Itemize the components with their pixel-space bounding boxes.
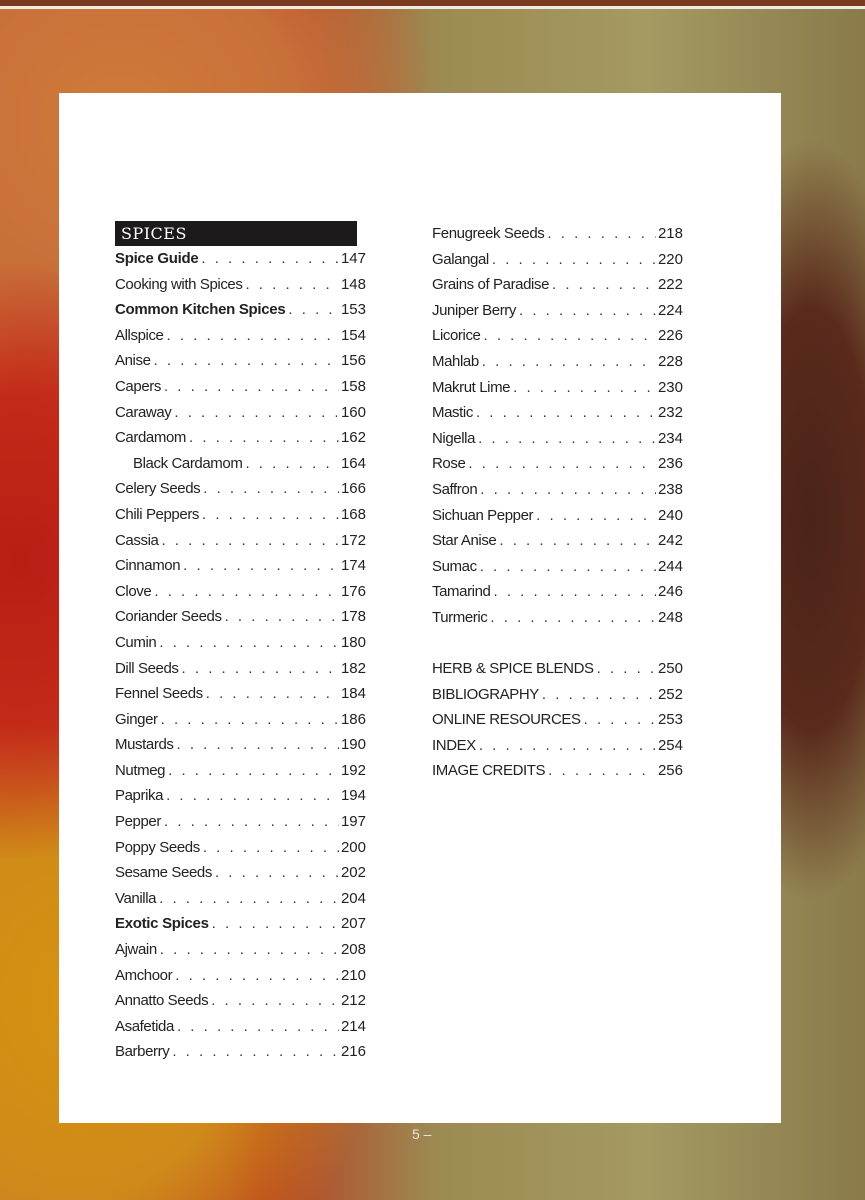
dot-leader (169, 1039, 339, 1065)
entry-page: 148 (340, 275, 366, 293)
entry-title: Grains of Paradise (432, 276, 550, 294)
entry-page: 186 (340, 710, 366, 728)
entry-page: 204 (340, 889, 366, 907)
entry-page: 240 (657, 506, 683, 524)
dot-leader (165, 758, 339, 784)
entry-title: Capers (115, 377, 161, 395)
toc-entry[interactable] (432, 579, 683, 605)
entry-page: 168 (340, 505, 366, 523)
dot-leader (161, 374, 339, 400)
toc-entry[interactable] (115, 323, 366, 349)
entry-page: 218 (657, 225, 683, 242)
entry-page: 252 (657, 685, 683, 703)
entry-page: 166 (340, 480, 366, 498)
dot-leader (545, 758, 656, 784)
dot-leader (198, 246, 339, 272)
toc-entry[interactable] (432, 451, 683, 477)
dot-leader (242, 272, 339, 298)
dot-leader (222, 604, 339, 630)
entry-title: Nutmeg (115, 761, 166, 779)
toc-entry[interactable] (115, 963, 366, 989)
entry-title: Mastic (432, 404, 473, 422)
entry-page: 236 (657, 455, 683, 473)
entry-title: Asafetida (115, 1017, 174, 1035)
entry-title: Ajwain (115, 941, 157, 959)
dot-leader (174, 732, 339, 758)
toc-entry[interactable] (115, 1014, 366, 1040)
entry-title: Vanilla (115, 889, 157, 907)
entry-page: 222 (657, 276, 683, 294)
entry-page: 224 (657, 301, 683, 319)
entry-title: Chili Peppers (115, 505, 200, 523)
dot-leader (581, 707, 656, 733)
toc-entry[interactable] (115, 860, 366, 886)
entry-title: Anise (115, 352, 151, 370)
dot-leader (594, 656, 656, 682)
entry-page: 246 (657, 583, 683, 601)
dot-leader (186, 425, 339, 451)
entry-page: 214 (340, 1017, 366, 1035)
toc-entry[interactable] (432, 426, 683, 452)
toc-entry[interactable] (115, 809, 366, 835)
entry-page: 212 (340, 992, 366, 1010)
entry-page: 182 (340, 659, 366, 677)
toc-entry[interactable] (115, 425, 366, 451)
entry-title: BIBLIOGRAPHY (432, 685, 539, 703)
entry-title: Sumac (432, 557, 477, 575)
entry-title: INDEX (432, 736, 476, 754)
entry-title: Cooking with Spices (115, 275, 243, 293)
toc-list-left (115, 246, 366, 1065)
entry-page: 228 (657, 352, 683, 370)
toc-entry[interactable] (115, 374, 366, 400)
entry-page: 158 (340, 377, 366, 395)
dot-leader (475, 426, 656, 452)
toc-entry[interactable] (115, 297, 366, 323)
entry-title: Ginger (115, 710, 158, 728)
dot-leader (209, 911, 339, 937)
entry-page: 244 (657, 557, 683, 575)
dot-leader (491, 579, 656, 605)
entry-page: 230 (657, 378, 683, 396)
toc-entry[interactable] (115, 348, 366, 374)
entry-page: 208 (340, 941, 366, 959)
entry-page: 147 (340, 250, 366, 267)
section-header: SPICES (115, 221, 357, 246)
entry-page: 202 (340, 864, 366, 882)
dot-leader (510, 375, 656, 401)
entry-page: 210 (340, 966, 366, 984)
dot-leader (544, 221, 656, 247)
entry-page: 200 (340, 838, 366, 856)
toc-entry[interactable] (115, 835, 366, 861)
toc-entry[interactable] (115, 553, 366, 579)
toc-entry[interactable] (432, 272, 683, 298)
toc-entry[interactable] (432, 605, 683, 631)
toc-entry[interactable] (432, 323, 683, 349)
entry-page: 190 (340, 736, 366, 754)
entry-page: 192 (340, 761, 366, 779)
toc-entry[interactable] (432, 298, 683, 324)
dot-leader (172, 963, 339, 989)
toc-entry[interactable] (115, 400, 366, 426)
entry-title: Cinnamon (115, 557, 181, 575)
entry-page: 160 (340, 403, 366, 421)
dot-leader (151, 348, 339, 374)
entry-title: Makrut Lime (432, 378, 511, 396)
dot-leader (158, 707, 339, 733)
entry-page: 232 (657, 404, 683, 422)
entry-title: Spice Guide (115, 250, 199, 267)
entry-page: 253 (657, 711, 683, 729)
dot-leader (489, 247, 656, 273)
entry-title: HERB & SPICE BLENDS (432, 660, 594, 678)
toc-entry[interactable] (115, 732, 366, 758)
entry-title: Sesame Seeds (115, 864, 212, 882)
toc-entry[interactable] (115, 246, 366, 272)
toc-entry[interactable] (115, 988, 366, 1014)
toc-entry[interactable] (432, 503, 683, 529)
top-border-light (0, 6, 865, 9)
toc-entry[interactable] (115, 579, 366, 605)
dot-leader (163, 783, 339, 809)
entry-page: 162 (340, 429, 366, 447)
entry-page: 197 (340, 813, 366, 831)
toc-entry[interactable] (115, 783, 366, 809)
entry-title: Juniper Berry (432, 301, 517, 319)
toc-page (59, 93, 781, 1123)
entry-page: 174 (340, 557, 366, 575)
entry-title: Rose (432, 455, 466, 473)
dot-leader (477, 554, 656, 580)
entry-title: Cumin (115, 633, 157, 651)
entry-title: Caraway (115, 403, 172, 421)
toc-entry[interactable] (115, 502, 366, 528)
toc-entry[interactable] (115, 707, 366, 733)
entry-title: Barberry (115, 1043, 170, 1061)
dot-leader (151, 579, 339, 605)
dot-leader (161, 809, 339, 835)
entry-page: 178 (340, 608, 366, 626)
toc-entry[interactable] (115, 681, 366, 707)
entry-page: 254 (657, 736, 683, 754)
toc-entry[interactable] (115, 630, 366, 656)
toc-entry[interactable] (115, 604, 366, 630)
entry-page: 242 (657, 532, 683, 550)
entry-title: Licorice (432, 327, 481, 345)
dot-leader (212, 860, 339, 886)
dot-leader (496, 528, 656, 554)
entry-page: 207 (340, 915, 366, 933)
toc-entry[interactable] (432, 349, 683, 375)
toc-entry[interactable] (432, 375, 683, 401)
entry-page: 250 (657, 660, 683, 678)
entry-title: Tamarind (432, 583, 491, 601)
entry-title: Saffron (432, 480, 478, 498)
toc-entry[interactable] (432, 528, 683, 554)
dot-leader (481, 323, 656, 349)
toc-entry[interactable] (115, 758, 366, 784)
entry-title: Mahlab (432, 352, 479, 370)
dot-leader (473, 400, 656, 426)
entry-title: Nigella (432, 429, 476, 447)
entry-title: Celery Seeds (115, 480, 201, 498)
toc-entry[interactable] (432, 656, 683, 682)
dot-leader (516, 298, 656, 324)
dot-leader (477, 477, 656, 503)
toc-entry[interactable] (432, 477, 683, 503)
entry-title: IMAGE CREDITS (432, 762, 546, 780)
dot-leader (199, 502, 339, 528)
entry-title: Coriander Seeds (115, 608, 222, 626)
entry-title: Fenugreek Seeds (432, 225, 545, 242)
dot-leader (180, 553, 339, 579)
toc-entry[interactable] (115, 1039, 366, 1065)
dot-leader (171, 400, 339, 426)
dot-leader (200, 835, 339, 861)
dot-leader (487, 605, 656, 631)
dot-leader (465, 451, 656, 477)
entry-page: 156 (340, 352, 366, 370)
toc-entry[interactable] (432, 247, 683, 273)
entry-page: 154 (340, 326, 366, 344)
dot-leader (539, 682, 656, 708)
entry-title: Fennel Seeds (115, 685, 203, 703)
entry-page: 176 (340, 582, 366, 600)
toc-entry[interactable] (432, 707, 683, 733)
toc-entry[interactable] (115, 528, 366, 554)
toc-entry[interactable] (432, 758, 683, 784)
entry-title: Common Kitchen Spices (115, 301, 286, 319)
entry-page: 220 (657, 250, 683, 268)
entry-title: Dill Seeds (115, 659, 179, 677)
dot-leader (200, 476, 339, 502)
toc-entry[interactable] (432, 221, 683, 247)
entry-title: Black Cardamom (133, 454, 243, 472)
entry-title: Clove (115, 582, 152, 600)
entry-title: Amchoor (115, 966, 173, 984)
dot-leader (179, 656, 339, 682)
toc-right-column (432, 221, 683, 784)
dot-leader (533, 503, 656, 529)
entry-title: Cardamom (115, 429, 186, 447)
toc-entry[interactable] (115, 272, 366, 298)
toc-entry[interactable] (432, 554, 683, 580)
dot-leader (156, 886, 339, 912)
entry-title: Turmeric (432, 608, 488, 626)
dot-leader (203, 681, 339, 707)
toc-entry[interactable] (115, 451, 366, 477)
entry-title: Galangal (432, 250, 489, 268)
dot-leader (285, 297, 339, 323)
toc-entry[interactable] (115, 476, 366, 502)
entry-page: 164 (340, 454, 366, 472)
entry-title: Star Anise (432, 532, 497, 550)
toc-entry[interactable] (432, 682, 683, 708)
toc-list-back-matter (432, 656, 683, 784)
dot-leader (549, 272, 656, 298)
entry-title: ONLINE RESOURCES (432, 711, 581, 729)
dot-leader (476, 733, 656, 759)
spacer (432, 631, 683, 657)
toc-entry[interactable] (115, 886, 366, 912)
entry-page: 234 (657, 429, 683, 447)
toc-entry[interactable] (432, 733, 683, 759)
entry-page: 238 (657, 480, 683, 498)
dot-leader (156, 630, 339, 656)
entry-title: Pepper (115, 813, 161, 831)
entry-title: Allspice (115, 326, 164, 344)
entry-page: 153 (340, 301, 366, 319)
entry-title: Cassia (115, 531, 159, 549)
dot-leader (242, 451, 339, 477)
entry-page: 172 (340, 531, 366, 549)
entry-page: 184 (340, 685, 366, 703)
toc-entry[interactable] (115, 937, 366, 963)
dot-leader (158, 528, 339, 554)
dot-leader (208, 988, 339, 1014)
entry-page: 248 (657, 608, 683, 626)
toc-entry[interactable] (432, 400, 683, 426)
toc-left-column (115, 221, 366, 1065)
entry-title: Exotic Spices (115, 915, 209, 933)
entry-page: 226 (657, 327, 683, 345)
dot-leader (174, 1014, 339, 1040)
entry-page: 216 (340, 1043, 366, 1061)
toc-list-right (432, 221, 683, 631)
entry-title: Annatto Seeds (115, 992, 209, 1010)
entry-page: 180 (340, 633, 366, 651)
entry-page: 256 (657, 762, 683, 780)
entry-title: Poppy Seeds (115, 838, 200, 856)
entry-title: Paprika (115, 787, 164, 805)
dot-leader (164, 323, 339, 349)
entry-page: 194 (340, 787, 366, 805)
entry-title: Mustards (115, 736, 174, 754)
dot-leader (479, 349, 656, 375)
toc-entry[interactable] (115, 656, 366, 682)
dot-leader (157, 937, 339, 963)
toc-entry[interactable] (115, 911, 366, 937)
page-number: 5 – (412, 1126, 432, 1142)
entry-title: Sichuan Pepper (432, 506, 534, 524)
